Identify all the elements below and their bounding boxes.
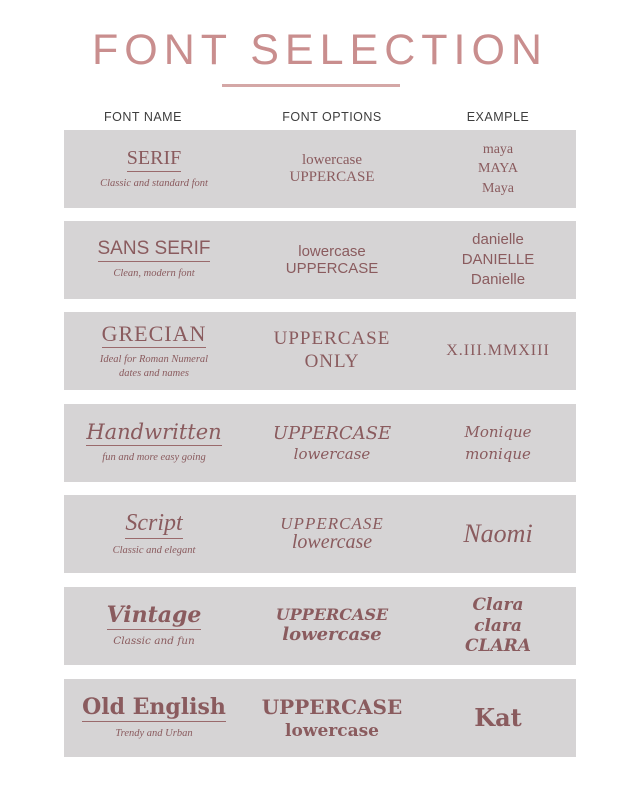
font-option: UPPERCASE [289, 169, 375, 185]
font-row-sans-serif [64, 221, 576, 299]
font-name-cell [64, 495, 244, 573]
font-name-cell [64, 221, 244, 299]
font-row-script [64, 495, 576, 573]
font-option: ONLY [304, 351, 360, 372]
font-example-cell [420, 312, 576, 390]
font-example-cell [420, 221, 576, 299]
font-option: lowercase [291, 531, 373, 554]
font-example: Clara [472, 595, 524, 616]
font-option: UPPERCASE [261, 694, 403, 719]
page-title: FONT SELECTION [92, 26, 548, 74]
font-option: UPPERCASE [280, 513, 384, 533]
font-description: Trendy and Urban [115, 727, 193, 739]
font-option: lowercase [298, 242, 366, 260]
font-name: Script [125, 511, 182, 539]
font-name: SERIF [127, 148, 181, 172]
font-option: UPPERCASE [273, 328, 391, 350]
column-header-example: EXAMPLE [466, 110, 530, 124]
font-option: lowercase [285, 720, 379, 741]
font-example: maya [482, 141, 514, 157]
font-option: UPPERCASE [272, 422, 392, 444]
column-header-font-options: FONT OPTIONS [282, 110, 382, 124]
font-name: Vintage [107, 604, 202, 630]
font-description: Ideal for Roman Numeral [99, 354, 209, 366]
font-option: UPPERCASE [275, 605, 389, 625]
font-example: Maya [482, 180, 514, 196]
font-row-grecian [64, 312, 576, 390]
font-name-cell [64, 312, 244, 390]
font-row-vintage [64, 587, 576, 665]
font-description: Classic and standard font [100, 177, 208, 189]
font-example: Monique [464, 422, 532, 441]
font-example: Naomi [463, 519, 533, 549]
font-option: lowercase [302, 151, 362, 168]
font-example-cell [420, 679, 576, 757]
font-options-cell [244, 495, 420, 573]
font-name: Handwritten [86, 421, 221, 446]
font-description: Classic and fun [113, 634, 195, 647]
font-name: GRECIAN [102, 322, 207, 348]
font-options-cell [244, 404, 420, 482]
font-row-handwritten [64, 404, 576, 482]
font-description: Classic and elegant [112, 545, 196, 557]
font-example: Kat [474, 703, 522, 733]
font-options-cell [244, 587, 420, 665]
font-row-old-english [64, 679, 576, 757]
font-example-cell [420, 587, 576, 665]
font-option: lowercase [282, 623, 382, 645]
font-example: danielle [472, 230, 524, 248]
font-description: dates and names [119, 367, 189, 379]
font-name-cell [64, 130, 244, 208]
font-name-cell [64, 587, 244, 665]
font-example: clara [474, 615, 522, 636]
font-example: monique [465, 445, 531, 463]
font-name-cell [64, 404, 244, 482]
font-example: X.III.MMXIII [446, 341, 550, 359]
font-option: lowercase [293, 444, 371, 463]
font-options-cell [244, 221, 420, 299]
font-example: DANIELLE [461, 250, 535, 268]
font-name-cell [64, 679, 244, 757]
font-example: CLARA [465, 636, 531, 657]
font-example-cell [420, 404, 576, 482]
font-example: Danielle [470, 271, 526, 289]
font-options-cell [244, 312, 420, 390]
font-name: SANS SERIF [98, 239, 211, 262]
title-underline [222, 84, 400, 87]
font-example-cell [420, 495, 576, 573]
font-description: Clean, modern font [113, 268, 195, 280]
font-options-cell [244, 130, 420, 208]
font-example: MAYA [478, 161, 518, 177]
font-example-cell [420, 130, 576, 208]
column-header-font-name: FONT NAME [104, 110, 182, 124]
font-name: Old English [82, 696, 226, 722]
font-options-cell [244, 679, 420, 757]
font-option: UPPERCASE [285, 260, 379, 277]
font-row-serif [64, 130, 576, 208]
font-description: fun and more easy going [102, 452, 206, 464]
